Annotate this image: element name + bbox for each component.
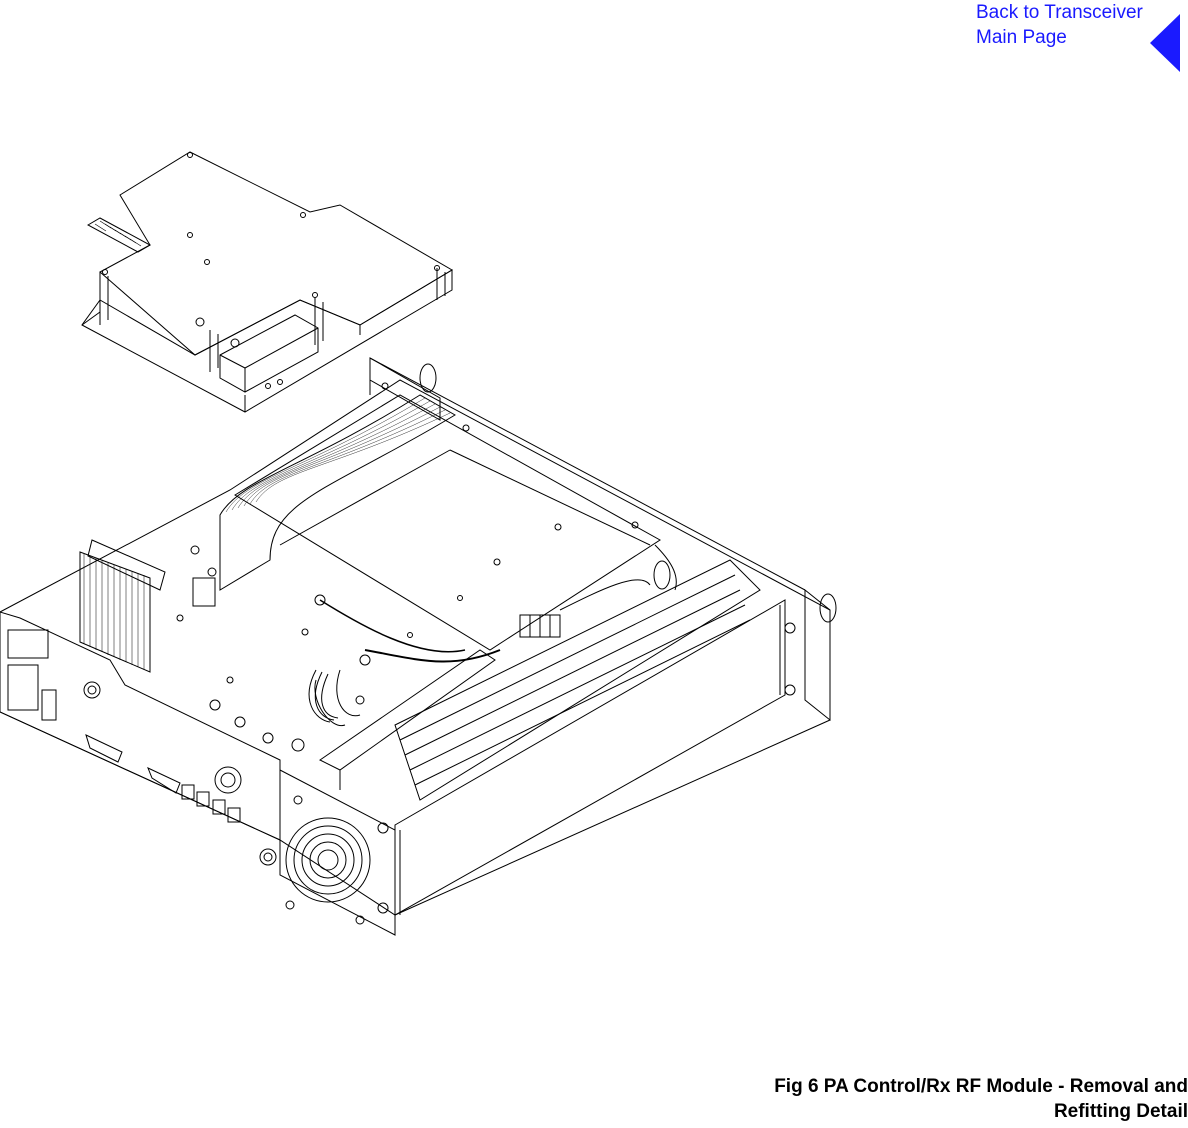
caption-line2: Refitting Detail <box>1053 1101 1188 1122</box>
left-triangle-icon[interactable] <box>1150 14 1180 72</box>
transceiver-exploded-diagram <box>0 140 850 940</box>
back-link-line1: Back to Transceiver <box>976 2 1143 23</box>
back-link-line2: Main Page <box>976 27 1067 48</box>
chassis <box>0 358 836 935</box>
caption-line1: Fig 6 PA Control/Rx RF Module - Removal and <box>774 1076 1188 1097</box>
figure-caption <box>628 1074 1188 1124</box>
back-to-main-page-link[interactable] <box>976 0 1143 50</box>
